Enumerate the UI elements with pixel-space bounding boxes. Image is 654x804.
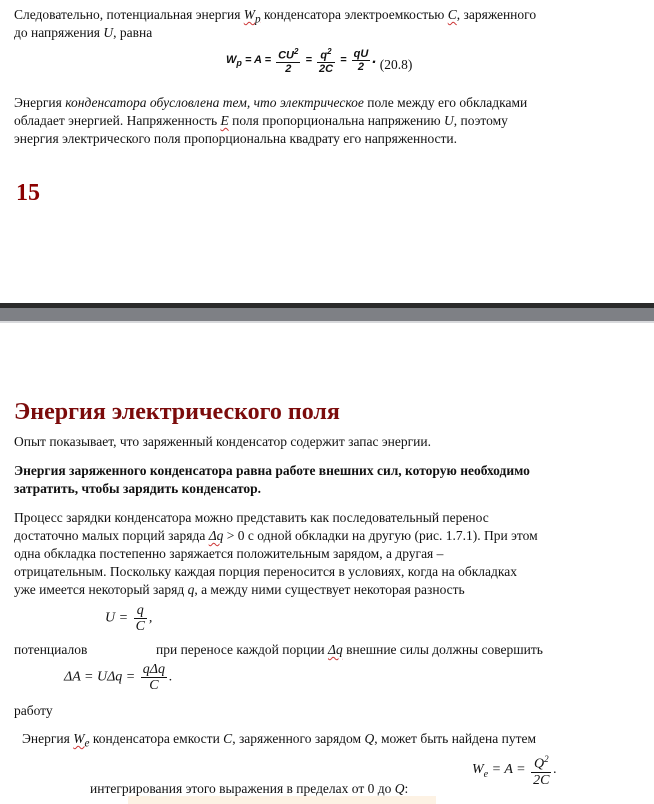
text: поле между его обкладками — [363, 95, 528, 110]
symbol-u: U — [103, 25, 114, 40]
text: , заряженного — [456, 7, 537, 22]
text: конденсатора электроемкостью — [260, 7, 448, 22]
symbol: W — [73, 731, 85, 746]
numerator: qΔq — [142, 662, 165, 677]
text: , заряженного зарядом — [232, 731, 365, 746]
sup: 2 — [327, 47, 332, 56]
denominator: 2C — [318, 62, 334, 75]
symbol-we — [73, 731, 90, 750]
equals: = A = — [488, 762, 530, 778]
text: внешние силы должны совершить — [342, 642, 543, 657]
symbol-q: Q — [364, 731, 375, 746]
text: обладает энергией. Напряженность — [14, 113, 221, 128]
text: Энергия — [22, 731, 74, 746]
intro-line: Опыт показывает, что заряженный конденсатор содержит запас энергии. — [14, 434, 432, 449]
text: , а между ними существует некоторая разность — [194, 582, 465, 597]
symbol-dq: Δq — [208, 528, 224, 543]
dot: . — [372, 50, 377, 68]
text: Энергия — [14, 95, 66, 110]
equals: = — [302, 54, 315, 67]
symbol: W — [243, 7, 256, 22]
text: уже имеется некоторый заряд — [14, 582, 188, 597]
text: , может быть найдена путем — [374, 731, 536, 746]
bold-statement-line-2: затратить, чтобы зарядить конденсатор. — [14, 481, 262, 496]
text: конденсатора емкости — [89, 731, 224, 746]
symbol-u: U — [443, 113, 454, 128]
process-line-1: Процесс зарядки конденсатора можно представить как последовательный перенос — [14, 510, 489, 525]
num: q — [320, 49, 328, 62]
numerator — [531, 752, 551, 773]
denominator: C — [149, 678, 159, 693]
text: , поэтому — [453, 113, 508, 128]
text: при переносе каждой порции — [156, 642, 329, 657]
equation-label: (20.8) — [379, 57, 413, 73]
text: достаточно малых порций заряда — [14, 528, 209, 543]
num: CU — [278, 49, 294, 62]
text: поля пропорциональна напряжению — [228, 113, 444, 128]
numerator — [317, 46, 335, 63]
fraction-q2 — [317, 46, 335, 75]
equals: = A = — [241, 54, 275, 67]
fraction-q2-over-2c — [531, 752, 551, 788]
text: интегрирования этого выражения в пределах от 0 до — [90, 781, 395, 796]
formula-20-8 — [226, 46, 412, 75]
top-para2-line-3: энергия электрического поля пропорциональна квадрату его напряженности. — [14, 131, 458, 146]
top-para2-line-2 — [14, 112, 508, 130]
symbol-c: C — [447, 7, 457, 22]
text: Следовательно, потенциальная энергия — [14, 7, 244, 22]
dot: . — [168, 669, 173, 685]
num: Q — [533, 756, 545, 772]
text: , равна — [113, 25, 153, 40]
denominator: 2 — [285, 62, 292, 75]
integration-line — [90, 780, 408, 798]
subscript: e — [84, 737, 90, 750]
dot: . — [553, 762, 557, 778]
numerator: q — [134, 603, 147, 619]
formula-u — [105, 603, 152, 634]
we: W — [472, 762, 484, 778]
top-para2-line-1 — [14, 94, 527, 112]
sup: 2 — [544, 754, 549, 764]
sup: 2 — [293, 47, 299, 56]
process-line-5 — [14, 581, 465, 599]
lhs: U = — [105, 610, 132, 626]
work-label: работу — [14, 703, 53, 718]
subscript: p — [255, 13, 261, 26]
wp: W — [226, 54, 237, 67]
process-line-3: одна обкладка постепенно заряжается положительным зарядом, а другая – — [14, 546, 444, 561]
denominator: 2C — [533, 772, 550, 788]
symbol-q: q — [187, 582, 195, 597]
text: до напряжения — [14, 25, 104, 40]
italic-text: конденсатора обусловлена тем, что электрическое — [65, 95, 364, 110]
top-line-2 — [14, 24, 152, 42]
page-number: 15 — [16, 180, 40, 206]
fraction-cu2 — [276, 46, 300, 75]
numerator: qU — [353, 47, 369, 60]
symbol-c: C — [223, 731, 233, 746]
subscript: p — [236, 58, 242, 69]
potentials-line — [156, 641, 543, 659]
fraction-qdq-over-c — [141, 662, 167, 693]
equals: = — [337, 54, 350, 67]
page-separator-grey — [0, 308, 654, 321]
page-separator-light — [0, 321, 654, 323]
symbol-wp — [243, 7, 261, 26]
formula-image — [226, 47, 380, 75]
symbol-q: Q — [394, 781, 405, 796]
subscript: e — [483, 768, 489, 780]
formula-we — [472, 752, 557, 788]
text: > 0 с одной обкладки на другую (рис. 1.7.1). При этом — [223, 528, 538, 543]
text: : — [404, 781, 409, 796]
section-heading: Энергия электрического поля — [14, 399, 340, 425]
denominator: C — [135, 619, 145, 634]
potentials-label: потенциалов — [14, 642, 88, 657]
numerator — [276, 46, 300, 63]
denominator: 2 — [357, 60, 364, 73]
fraction-qu — [352, 48, 371, 73]
process-line-2 — [14, 527, 538, 545]
lhs: ΔA = UΔq = — [64, 669, 139, 685]
energy-line — [22, 730, 536, 753]
process-line-4: отрицательным. Поскольку каждая порция переносится в условиях, когда на обкладках — [14, 564, 517, 579]
bold-statement-line-1: Энергия заряженного конденсатора равна работе внешних сил, которую необходимо — [14, 463, 530, 478]
symbol-e: E — [220, 113, 229, 128]
formula-delta-a — [64, 662, 172, 693]
fraction-q-over-c — [134, 603, 147, 634]
symbol-dq: Δq — [328, 642, 343, 657]
comma: , — [148, 610, 153, 626]
